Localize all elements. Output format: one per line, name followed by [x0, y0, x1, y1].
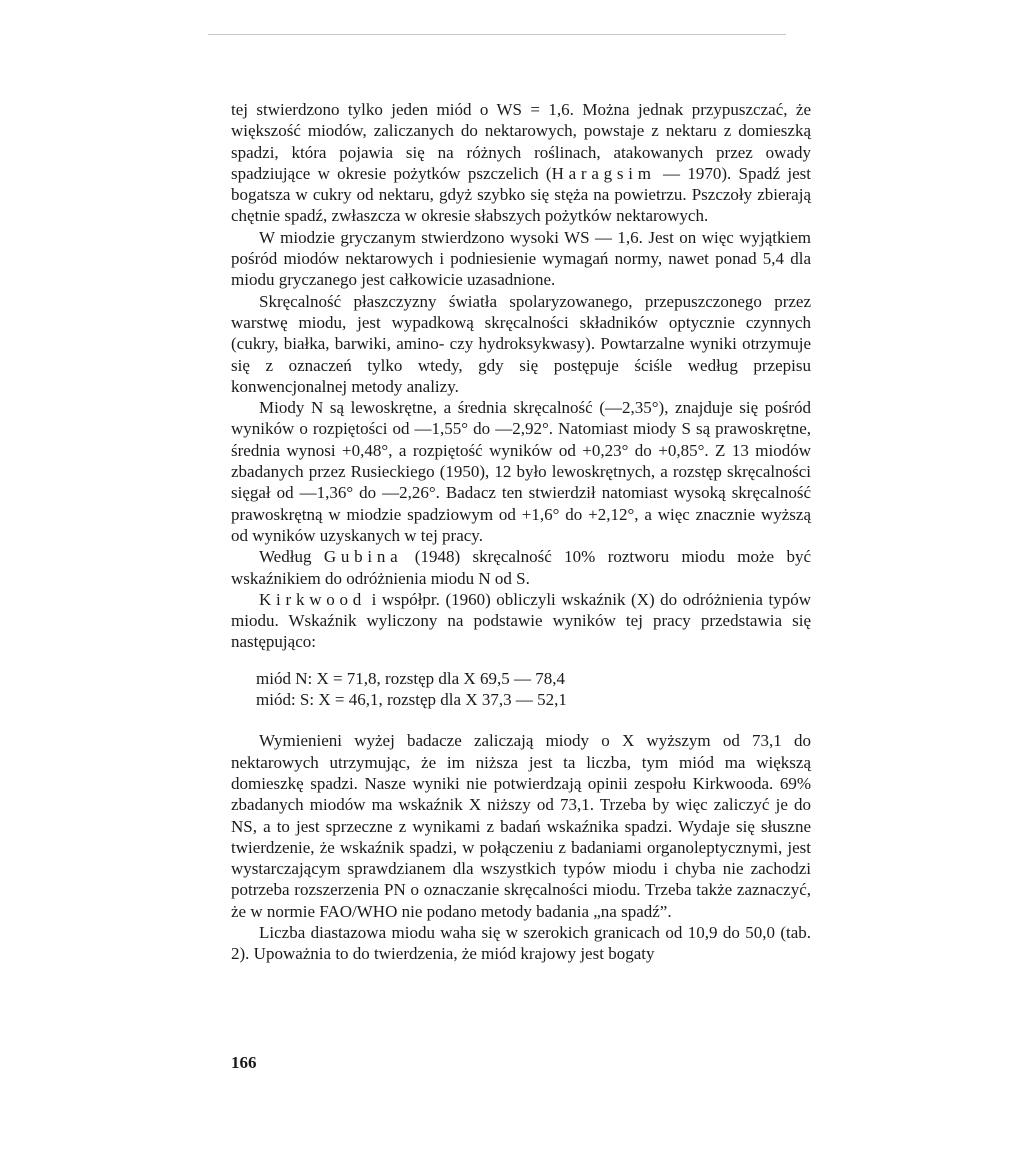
paragraph-6 — [231, 589, 811, 653]
formula-line-n: miód N: X = 71,8, rozstęp dla X 69,5 — 78,4 — [256, 668, 565, 688]
paragraph-6-end: i współpr. (1960) obliczyli wskaźnik (X) do odróżnienia typów miodu. Wskaźnik wyliczony na podstawie wyników tej pracy przedstawia się następująco: — [231, 589, 811, 652]
paragraph-5-end: (1948) skręcalność 10% roztworu miodu może być wskaźnikiem do odróżnienia miodu N od S. — [231, 547, 811, 588]
formula-block — [256, 668, 811, 711]
paragraph-5 — [231, 546, 811, 589]
formula-line-s: miód: S: X = 46,1, rozstęp dla X 37,3 — 52,1 — [256, 690, 567, 710]
author-name-kirkwood: Kirkwood — [259, 589, 367, 609]
author-name-haragsim: Haragsim — [551, 163, 656, 183]
author-name-gubin: Gubina — [323, 547, 403, 567]
paragraph-4: Miody N są lewoskrętne, a średnia skręcalność (—2,35°), znajduje się pośród wyników o rozpiętości od —1,55° do —2,92°. Natomiast miody S są prawoskrętne, średnia wynosi +0,48°, a rozpiętość wyników od +0,23° do +0,85°. Z 13 miodów zbadanych przez Rusieckiego (1950), 12 było lewoskrętnych, a rozstęp skręcalności sięgał od —1,36° do —2,26°. Badacz ten stwierdził natomiast wysoką skręcalność prawoskrętną w miodzie spadziowym od +1,6° do +2,12°, a więc znacznie wyższą od wyników uzyskanych w tej pracy. — [231, 398, 811, 545]
paragraph-1-text: tej stwierdzono tylko jeden miód o WS = 1,6. Można jednak przypuszczać, że większość miodów, zaliczanych do nektarowych, powstaje z nektaru z domieszką spadzi, która pojawia się na różnych roślinach, atakowanych przez owady spadziujące w okresie pożytków pszczelich ( — [231, 100, 811, 183]
paragraph-1-end: — 1970). Spadź jest bogatsza w cukry od nektaru, gdyż szybko się stęża na powietrzu. Pszczoły zbierają chętnie spadź, zwłaszcza w okresie słabszych pożytków nektarowych. — [231, 163, 811, 226]
paragraph-1 — [231, 99, 811, 227]
paragraph-5-prefix: Według — [259, 547, 324, 567]
paragraph-2: W miodzie gryczanym stwierdzono wysoki WS — 1,6. Jest on więc wyjątkiem pośród miodów nektarowych i podniesienie wymagań normy, nawet ponad 5,4 dla miodu gryczanego jest całkowicie uzasadnione. — [231, 227, 811, 290]
page-body — [231, 99, 811, 965]
paragraph-3: Skręcalność płaszczyzny światła spolaryzowanego, przepuszczonego przez warstwę miodu, jest wypadkową skręcalności składników optycznie czynnych (cukry, białka, barwiki, amino- czy hydroksykwasy). Powtarzalne wyniki otrzymuje się z oznaczeń tylko wtedy, gdy się postępuje ściśle według przepisu konwencjonalnej metody analizy. — [231, 291, 811, 396]
paragraph-7: Wymienieni wyżej badacze zaliczają miody o X wyższym od 73,1 do nektarowych utrzymując, że im niższa jest ta liczba, tym miód ma większą domieszkę spadzi. Nasze wyniki nie potwierdzają opinii zespołu Kirkwooda. 69% zbadanych miodów ma wskaźnik X niższy od 73,1. Trzeba by więc zaliczyć je do NS, a to jest sprzeczne z wynikami z badań wskaźnika spadzi. Wydaje się słuszne twierdzenie, że wskaźnik spadzi, w połączeniu z badaniami organoleptycznymi, jest wystarczającym sprawdzianem dla wszystkich typów miodu i chyba nie zachodzi potrzeba rozszerzenia PN o oznaczanie skręcalności miodu. Trzeba także zaznaczyć, że w normie FAO/WHO nie podano metody badania „na spadź”. — [231, 731, 811, 921]
header-rule — [208, 34, 786, 35]
page-number: 166 — [231, 1053, 257, 1072]
paragraph-8: Liczba diastazowa miodu waha się w szerokich granicach od 10,9 do 50,0 (tab. 2). Upoważnia to do twierdzenia, że miód krajowy jest bogaty — [231, 922, 811, 964]
